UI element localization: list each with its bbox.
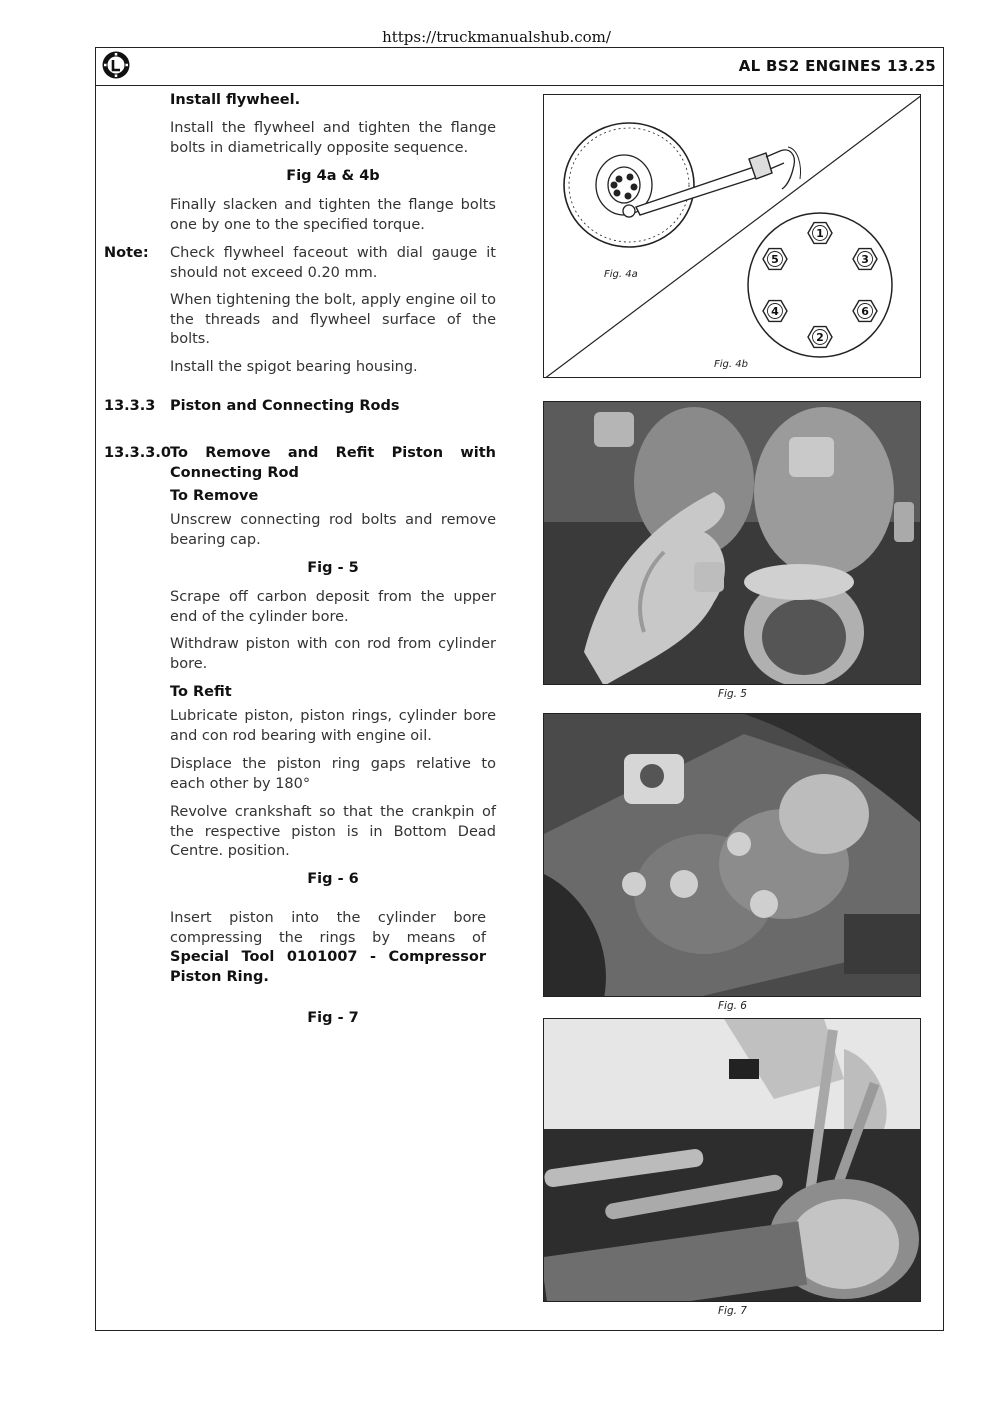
section-number: 13.3.3 — [104, 398, 156, 414]
paragraph: Finally slacken and tighten the flange bolts one by one to the specified torque. — [170, 197, 496, 233]
subsection-number: 13.3.3.0 — [104, 445, 171, 461]
bolt-number-label: 6 — [861, 305, 869, 318]
paragraph — [170, 909, 486, 987]
bolt-4-marker — [763, 301, 787, 322]
bolt-number-label: 2 — [816, 331, 824, 344]
figure-4a-4b — [543, 94, 921, 378]
paragraph: Install the spigot bearing housing. — [170, 359, 418, 375]
paragraph: Withdraw piston with con rod from cylinder bore. — [170, 636, 496, 672]
bolt-3-marker — [853, 249, 877, 270]
flywheel-drawing — [564, 123, 801, 247]
figure-reference: Fig - 5 — [307, 560, 359, 576]
fig4b-caption: Fig. 4b — [714, 359, 748, 370]
bolt-number-label: 4 — [771, 305, 779, 318]
note-label: Note: — [104, 245, 149, 261]
fig6-caption: Fig. 6 — [718, 1000, 747, 1012]
page-title: AL BS2 ENGINES 13.25 — [738, 57, 936, 75]
figure-6-photo — [543, 713, 921, 997]
section-title: Piston and Connecting Rods — [170, 398, 400, 414]
flywheel-diagram — [544, 95, 921, 378]
bolt-2-marker — [808, 327, 832, 348]
figure-reference: Fig - 7 — [307, 1010, 359, 1026]
special-tool-name: Special Tool 0101007 - Compressor Piston Ring. — [170, 949, 486, 985]
page-header — [95, 47, 944, 86]
paragraph: Displace the piston ring gaps relative to each other by 180° — [170, 756, 496, 792]
figure-reference: Fig - 6 — [307, 871, 359, 887]
paragraph: When tightening the bolt, apply engine oil to the threads and flywheel surface of the bolts. — [170, 292, 496, 347]
paragraph: Scrape off carbon deposit from the upper end of the cylinder bore. — [170, 589, 496, 625]
figure-5-photo — [543, 401, 921, 685]
bolt-number-label: 1 — [816, 227, 824, 240]
source-url[interactable]: https://truckmanualshub.com/ — [382, 28, 611, 46]
fig4a-caption: Fig. 4a — [604, 269, 638, 280]
ashok-leyland-logo — [101, 50, 131, 80]
bolt-5-marker — [763, 249, 787, 270]
bolt-1-marker — [808, 223, 832, 244]
bolt-6-marker — [853, 301, 877, 322]
paragraph: Lubricate piston, piston rings, cylinder bore and con rod bearing with engine oil. — [170, 708, 496, 744]
paragraph-text: Insert piston into the cylinder bore compressing the rings by means of — [170, 910, 486, 946]
figure-7-photo — [543, 1018, 921, 1302]
fig7-caption: Fig. 7 — [718, 1305, 747, 1317]
fig5-caption: Fig. 5 — [718, 688, 747, 700]
figure-reference: Fig 4a & 4b — [286, 168, 380, 184]
paragraph: Revolve crankshaft so that the crankpin of the respective piston is in Bottom Dead Centre. position. — [170, 804, 496, 859]
bolt-number-label: 5 — [771, 253, 779, 266]
bolt-number-label: 3 — [861, 253, 869, 266]
paragraph: Install the flywheel and tighten the flange bolts in diametrically opposite sequence. — [170, 120, 496, 156]
install-flywheel-heading: Install flywheel. — [170, 92, 301, 108]
subsection-title: To Remove and Refit Piston with Connecting Rod — [170, 445, 496, 481]
to-remove-heading: To Remove — [170, 488, 259, 504]
to-refit-heading: To Refit — [170, 684, 232, 700]
note-text: Check flywheel faceout with dial gauge it should not exceed 0.20 mm. — [170, 245, 496, 281]
paragraph: Unscrew connecting rod bolts and remove bearing cap. — [170, 512, 496, 548]
